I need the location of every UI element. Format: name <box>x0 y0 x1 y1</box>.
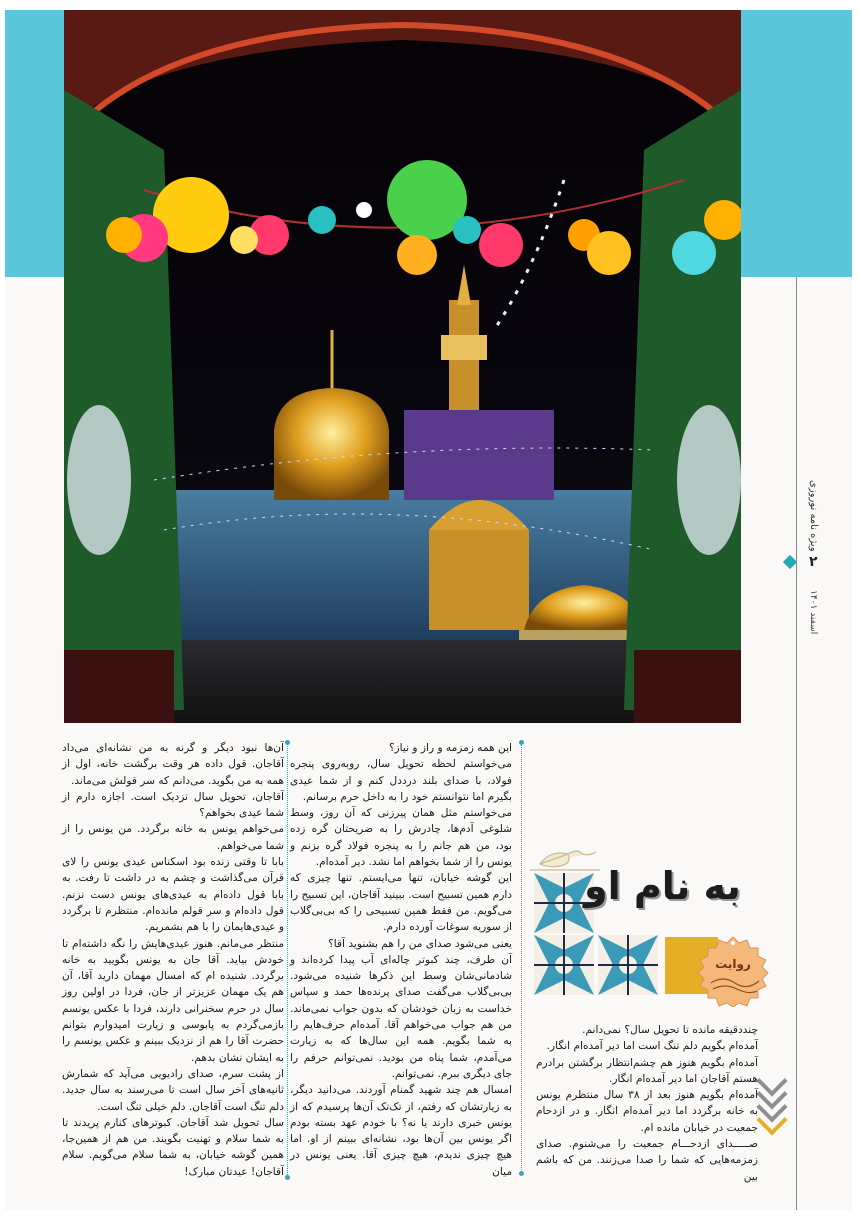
tile-pattern-icon <box>598 935 658 995</box>
article-column-right <box>536 1022 758 1185</box>
section-title: ویژه نامه نوروزی <box>808 480 819 552</box>
issue-date: اسفند ۱۴۰۱ <box>808 590 818 635</box>
continue-chevrons-icon <box>757 1070 787 1131</box>
paragraph: از پشت سرم، صدای رادیویی می‌آید که شمارش ثانیه‌های آخر سال است تا می‌رسند به سال جدید. دلم تنگ است آقاجان. دلم خیلی تنگ است. <box>62 1067 284 1113</box>
paragraph: منتظر می‌مانم. هنوز عیدی‌هایش را نگه داشته‌ام تا خودش بیاید. آقا جان به یونس بگویید به خانه برگردد. شنیده ام که امسال مهمان دارید آقا، آن هم یک مهمان عزیزتر از جان، فردا در اولین روز سال در حرم سخنرانی دارند، فردا با عکس یونسم بازمی‌گردم به پابوسی و زیارت امیدوارم بتوانم حضرت آقا را هم از نزدیک ببینم و عکس یونسم را به ایشان نشان بدهم. <box>62 937 284 1064</box>
scalloped-badge-icon <box>697 935 769 1007</box>
shrine-photo <box>64 10 741 723</box>
paragraph: سال تحویل شد آقاجان. کبوترهای کنارم پریدند تا به شما سلام و تهنیت بگویند. من هم از همین‌جا، همین گوشه خیابان، به شما سلام می‌گویم. سلام آقاجان! عیدتان مبارک! <box>62 1116 284 1178</box>
paragraph: آن‌ها نبود دیگر و گرنه به من نشانه‌ای می‌داد آقاجان. قول داده هر وقت برگشت خانه، اول از همه به من بگوید. می‌دانم که سر قولش می‌ماند. <box>62 742 284 787</box>
paragraph: آن طرف، چند کبوتر چاله‌ای آب پیدا کرده‌اند و شادمانی‌شان وسط این ذکرها شنیده می‌شود. بی‌بی‌گلاب می‌گفت صدای پرنده‌ها حمد و سپاس خداست به زبان خودشان که بدون جواب نمی‌ماند. من هم جواب می‌خواهم آقا. آمده‌ام حرف‌هایم را به شما بگویم. همه این سال‌ها که به زیارت می‌آمدم، شما پناه من بودید. نمی‌توانم حرفم را جای دیگری ببرم. نمی‌توانم. <box>290 953 512 1080</box>
feature-title: به نام او <box>584 864 741 908</box>
paragraph: می‌خواستم لحظه تحویل سال، روبه‌روی پنجره فولاد، با صدای بلند درددل کنم و از شما عیدی بگیرم اما نتوانستم خود را به داخل حرم برسانم. <box>290 758 512 803</box>
paragraph: می‌خواستم مثل همان پیرزنی که آن روز، وسط شلوغی آدم‌ها، چادرش را به ضریحتان گره زده بود، من هم جانم را به پنجره فولاد گره بزنم و یونس را از شما بخواهم اما نشد. دیر آمده‌ام. <box>290 807 512 869</box>
paragraph: آمده‌ام بگویم هنوز هم چشم‌انتظار برگشتن برادرم هستم آقاجان اما دیر آمده‌ام انگار. <box>536 1056 758 1085</box>
page-number: ۲ <box>809 554 818 570</box>
column-divider <box>521 742 522 1174</box>
shrine-photo-icon <box>64 10 741 723</box>
divider-dot-icon <box>519 1171 524 1176</box>
paragraph: این گوشه خیابان، تنها می‌ایستم. تنها چیزی که دارم همین تسبیح است. ببینید آقاجان، این تسبیح را می‌گویم. من فقط همین تسبیحی را که بی‌بی‌گلاب از سوریه سوغات آورده دارم. <box>290 872 512 934</box>
paragraph: صـــــدای ازدحـــام جمعیت را می‌شنوم. صدای زمزمه‌هایی که شما را صدا می‌زنند. من که باشم بین <box>536 1138 758 1183</box>
divider-dot-icon <box>519 740 524 745</box>
paragraph: آقاجان، تحویل سال نزدیک است. اجازه دارم از شما عیدی بخواهم؟ <box>62 790 284 820</box>
tag-label: روایت <box>715 957 751 971</box>
article-column-left <box>62 740 284 1180</box>
paragraph: یعنی می‌شود صدای من را هم بشنوید آقا؟ <box>328 937 512 950</box>
paragraph: چنددقیقه مانده تا تحویل سال؟ نمی‌دانم. <box>582 1024 758 1036</box>
category-tag <box>697 935 769 1007</box>
paragraph: آمده‌ام بگویم دلم تنگ است اما دیر آمده‌ام انگار. <box>546 1040 758 1053</box>
paragraph: امسال هم چند شهید گمنام آوردند. می‌دانید دیگر، به زیارتشان که رفتم، از تک‌تک آن‌ها پرسیدم که از یونس خبری دارند یا نه؟ با خودم عهد بسته بودم اگر یونس بین آن‌ها بود، نشانه‌ای ببینم از او. اما هیچ چیزی ندیدم، هیچ چیزی آقا. یعنی یونس در میان <box>290 1084 512 1178</box>
article-column-middle <box>290 740 512 1180</box>
paragraph: بابا تا وقتی زنده بود اسکناس عیدی یونس را لای قرآن می‌گذاشت و چشم به در داشت تا رفت. به بابا قول داده‌ام به عیدی‌های یونس دست نزنم. قول داده‌ام و سر قولم مانده‌ام. منتظرم تا برگردد و عیدی‌هایمان را با هم بشمریم. <box>62 856 284 934</box>
column-divider <box>287 742 288 1179</box>
paragraph: می‌خواهم یونس به خانه برگردد. من یونس را از شما می‌خواهم. <box>62 823 284 852</box>
tile-pattern-icon <box>534 935 594 995</box>
paragraph: آمده‌ام بگویم هنوز بعد از ۳۸ سال منتظرم یونس به خانه برگردد اما دیر آمده‌ام انگار. و در ازدحام جمعیت در خیابان مانده ام. <box>536 1089 758 1134</box>
margin-rule <box>796 277 797 1210</box>
paragraph: این همه زمزمه و راز و نیاز؟ <box>388 742 512 754</box>
